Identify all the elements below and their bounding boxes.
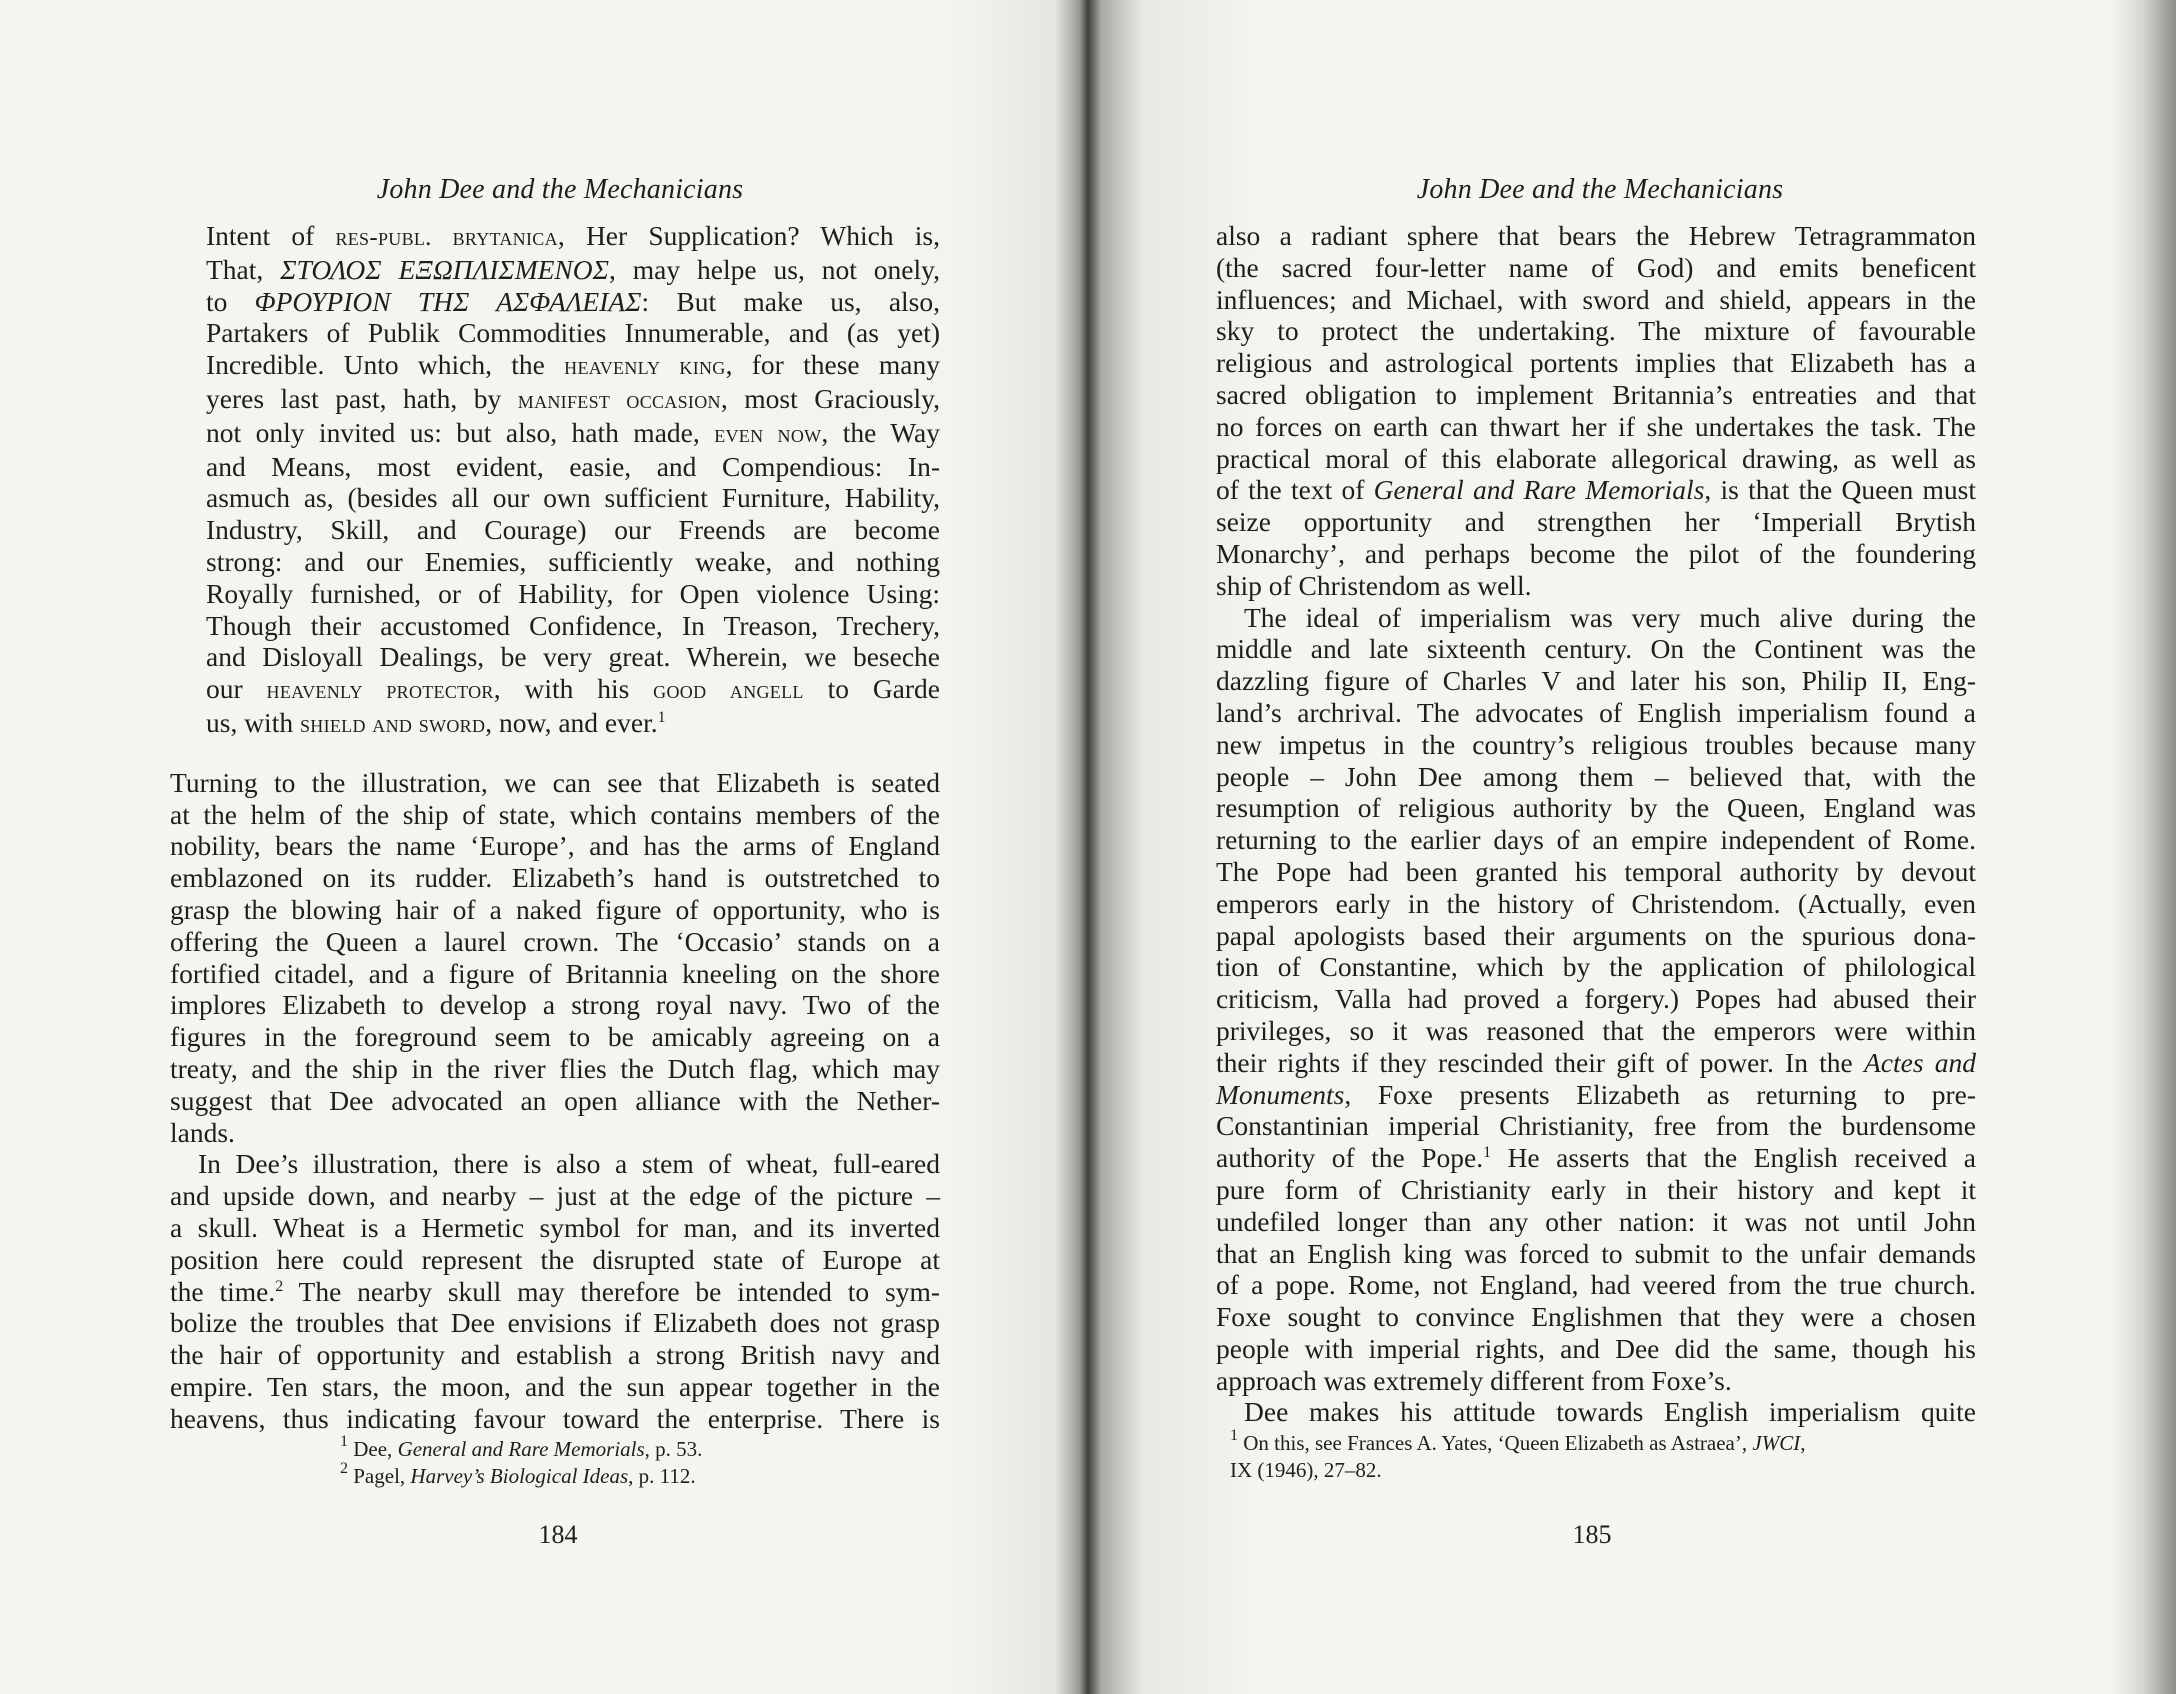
text-line: Partakers of Publik Commodities Innumerable, and (as yet) — [206, 317, 940, 349]
text-line: people with imperial rights, and Dee did the same, though his — [1216, 1332, 1976, 1364]
text-line: influences; and Michael, with sword and shield, appears in the — [1216, 283, 1976, 315]
text-line: nobility, bears the name ‘Europe’, and has the arms of England — [170, 830, 940, 862]
greek-phrase: ΣΤΟΛΟΣ ΕΞΩΠΛΙΣΜΕΝΟΣ — [280, 253, 609, 285]
text-block — [170, 220, 940, 1434]
text-line: a skull. Wheat is a Hermetic symbol for man, and its inverted — [170, 1211, 940, 1243]
text-line: heavens, thus indicating favour toward the enterprise. There is — [170, 1402, 940, 1434]
text-line: of a pope. Rome, not England, had veered from the true church. — [1216, 1269, 1976, 1301]
text-line: The ideal of imperialism was very much alive during the — [1244, 601, 1976, 633]
text-line: their rights if they rescinded their gift of power. In the Actes and — [1216, 1046, 1977, 1078]
greek-phrase: ΦΡΟΥΡΙΟΝ ΤΗΣ ΑΣΦΑΛΕΙΑΣ — [254, 285, 642, 317]
text-line: Intent of res-publ. brytanica, Her Supplication? Which is, — [206, 220, 940, 251]
text-line: figures in the foreground seem to be amicably agreeing on a — [170, 1021, 940, 1053]
text-line: dazzling figure of Charles V and later his son, Philip II, Eng- — [1216, 665, 1976, 697]
text-line: Constantinian imperial Christianity, free from the burdensome — [1216, 1110, 1976, 1142]
text-line: treaty, and the ship in the river flies the Dutch flag, which may — [170, 1052, 940, 1084]
text-line: seize opportunity and strengthen her ‘Imperiall Brytish — [1216, 506, 1976, 538]
text-line: Incredible. Unto which, the heavenly king, for these many — [206, 349, 941, 381]
page-number: 184 — [538, 1520, 578, 1549]
text-line: land’s archrival. The advocates of English imperialism found a — [1216, 696, 1976, 728]
text-line: Monarchy’, and perhaps become the pilot of the foundering — [1216, 537, 1976, 569]
text-line: In Dee’s illustration, there is also a stem of wheat, full-eared — [198, 1148, 940, 1180]
text-line: no forces on earth can thwart her if she undertakes the task. The — [1216, 410, 1976, 442]
text-line: yeres last past, hath, by manifest occasion, most Graciously, — [206, 382, 941, 414]
text-line: tion of Constantine, which by the application of philological — [1216, 951, 1976, 983]
text-line: pure form of Christianity early in their history and kept it — [1216, 1173, 1976, 1205]
text-line: privileges, so it was reasoned that the emperors were within — [1216, 1014, 1976, 1046]
text-line: the hair of opportunity and establish a strong British navy and — [170, 1339, 940, 1371]
text-line: the time.$^2$ The nearby skull may therefore be intended to sym- — [170, 1275, 940, 1307]
text-line: asmuch as, (besides all our own sufficient Furniture, Hability, — [206, 482, 940, 514]
text-line: emperors early in the history of Christendom. (Actually, even — [1216, 887, 1976, 919]
footnote: $^1$ On this, see Frances A. Yates, ‘Queen Elizabeth as Astraea’, JWCI, — [1230, 1427, 1806, 1455]
text-line: middle and late sixteenth century. On the Continent was the — [1216, 633, 1976, 665]
right-page — [1090, 0, 2130, 1694]
text-line: strong: and our Enemies, sufficiently weake, and nothing — [206, 545, 940, 577]
text-line: approach was extremely different from Foxe’s. — [1216, 1364, 1732, 1396]
footnote-ref: 2 — [275, 1277, 284, 1295]
text-line: at the helm of the ship of state, which contains members of the — [170, 798, 940, 830]
text-line: criticism, Valla had proved a forgery.) Popes had abused their — [1216, 983, 1976, 1015]
text-line: and upside down, and nearby – just at the edge of the picture – — [170, 1180, 940, 1212]
paragraph — [1216, 602, 1976, 1397]
text-line: people – John Dee among them – believed that, with the — [1216, 760, 1976, 792]
text-line: papal apologists based their arguments on the spurious dona- — [1216, 919, 1976, 951]
page-number: 185 — [1572, 1520, 1612, 1549]
text-line: fortified citadel, and a figure of Britannia kneeling on the shore — [170, 957, 940, 989]
text-line: also a radiant sphere that bears the Hebrew Tetragrammaton — [1216, 220, 1976, 251]
text-line: position here could represent the disrupted state of Europe at — [170, 1243, 940, 1275]
footnote-ref: 1 — [657, 708, 666, 726]
text-line: Foxe sought to convince Englishmen that they were a chosen — [1216, 1301, 1976, 1333]
paragraph — [1216, 1396, 1976, 1428]
text-line: The Pope had been granted his temporal authority by devout — [1216, 855, 1976, 887]
left-page — [0, 0, 1060, 1694]
text-line: authority of the Pope.$^1$ He asserts that the English received a — [1216, 1142, 1976, 1174]
text-line: lands. — [170, 1116, 235, 1148]
text-line: to ΦΡΟΥΡΙΟΝ ΤΗΣ ΑΣΦΑΛΕΙΑΣ: But make us, also, — [206, 285, 940, 317]
text-line: practical moral of this elaborate allegorical drawing, as well as — [1216, 442, 1976, 474]
footnote: IX (1946), 27–82. — [1230, 1458, 1382, 1482]
text-line: not only invited us: but also, hath made, even now, the Way — [206, 416, 940, 448]
text-line: resumption of religious authority by the Queen, England was — [1216, 792, 1976, 824]
text-line: grasp the blowing hair of a naked figure of opportunity, who is — [170, 893, 940, 925]
text-line: Royally furnished, or of Hability, for Open violence Using: — [206, 577, 940, 609]
text-line: returning to the earlier days of an empire independent of Rome. — [1216, 824, 1976, 856]
footnote-ref: 1 — [1483, 1144, 1492, 1162]
text-block — [1216, 220, 1976, 1428]
text-line: and Means, most evident, easie, and Compendious: In- — [206, 450, 940, 482]
text-line: religious and astrological portents implies that Elizabeth has a — [1216, 347, 1976, 379]
text-line: That, ΣΤΟΛΟΣ ΕΞΩΠΛΙΣΜΕΝΟΣ, may helpe us, not onely, — [206, 253, 940, 285]
text-line: bolize the troubles that Dee envisions if Elizabeth does not grasp — [170, 1307, 940, 1339]
text-line: that an English king was forced to submit to the unfair demands — [1216, 1237, 1976, 1269]
text-line: implores Elizabeth to develop a strong royal navy. Two of the — [170, 989, 940, 1021]
footnotes — [340, 1433, 900, 1490]
text-line: sacred obligation to implement Britannia’s entreaties and that — [1216, 378, 1976, 410]
running-head: John Dee and the Mechanicians — [376, 174, 744, 205]
text-line: sky to protect the undertaking. The mixture of favourable — [1216, 315, 1976, 347]
text-line: Industry, Skill, and Courage) our Freends are become — [206, 514, 940, 546]
text-line: Though their accustomed Confidence, In Treason, Trechery, — [206, 609, 940, 641]
text-line: empire. Ten stars, the moon, and the sun appear together in the — [170, 1370, 940, 1402]
text-line: Dee makes his attitude towards English imperialism quite — [1244, 1396, 1976, 1428]
block-quote — [170, 220, 940, 741]
text-line: (the sacred four-letter name of God) and emits beneficent — [1216, 251, 1976, 283]
text-line: our heavenly protector, with his good angell to Garde — [206, 673, 940, 705]
text-line: suggest that Dee advocated an open alliance with the Nether- — [170, 1084, 940, 1116]
text-line: us, with shield and sword, now, and ever.$^1$ — [206, 706, 666, 738]
text-line: new impetus in the country’s religious troubles because many — [1216, 728, 1976, 760]
footnotes — [1230, 1427, 1970, 1484]
paragraph — [170, 767, 940, 1149]
text-line: Monuments, Foxe presents Elizabeth as returning to pre- — [1216, 1078, 1976, 1110]
footnote: $^1$ Dee, General and Rare Memorials, p. 53. — [340, 1433, 703, 1461]
text-line: emblazoned on its rudder. Elizabeth’s hand is outstretched to — [170, 862, 940, 894]
text-line: and Disloyall Dealings, be very great. Wherein, we beseche — [206, 641, 940, 673]
text-line: of the text of General and Rare Memorials, is that the Queen must — [1216, 474, 1976, 506]
paragraph — [170, 1148, 940, 1434]
footnote: $^2$ Pagel, Harvey’s Biological Ideas, p. 112. — [340, 1460, 696, 1488]
running-head: John Dee and the Mechanicians — [1416, 174, 1784, 205]
paragraph — [1216, 220, 1976, 602]
text-line: offering the Queen a laurel crown. The ‘Occasio’ stands on a — [170, 925, 940, 957]
text-line: Turning to the illustration, we can see that Elizabeth is seated — [170, 766, 940, 798]
text-line: ship of Christendom as well. — [1216, 569, 1532, 601]
paragraph-gap — [170, 741, 940, 767]
text-line: undefiled longer than any other nation: it was not until John — [1216, 1205, 1976, 1237]
